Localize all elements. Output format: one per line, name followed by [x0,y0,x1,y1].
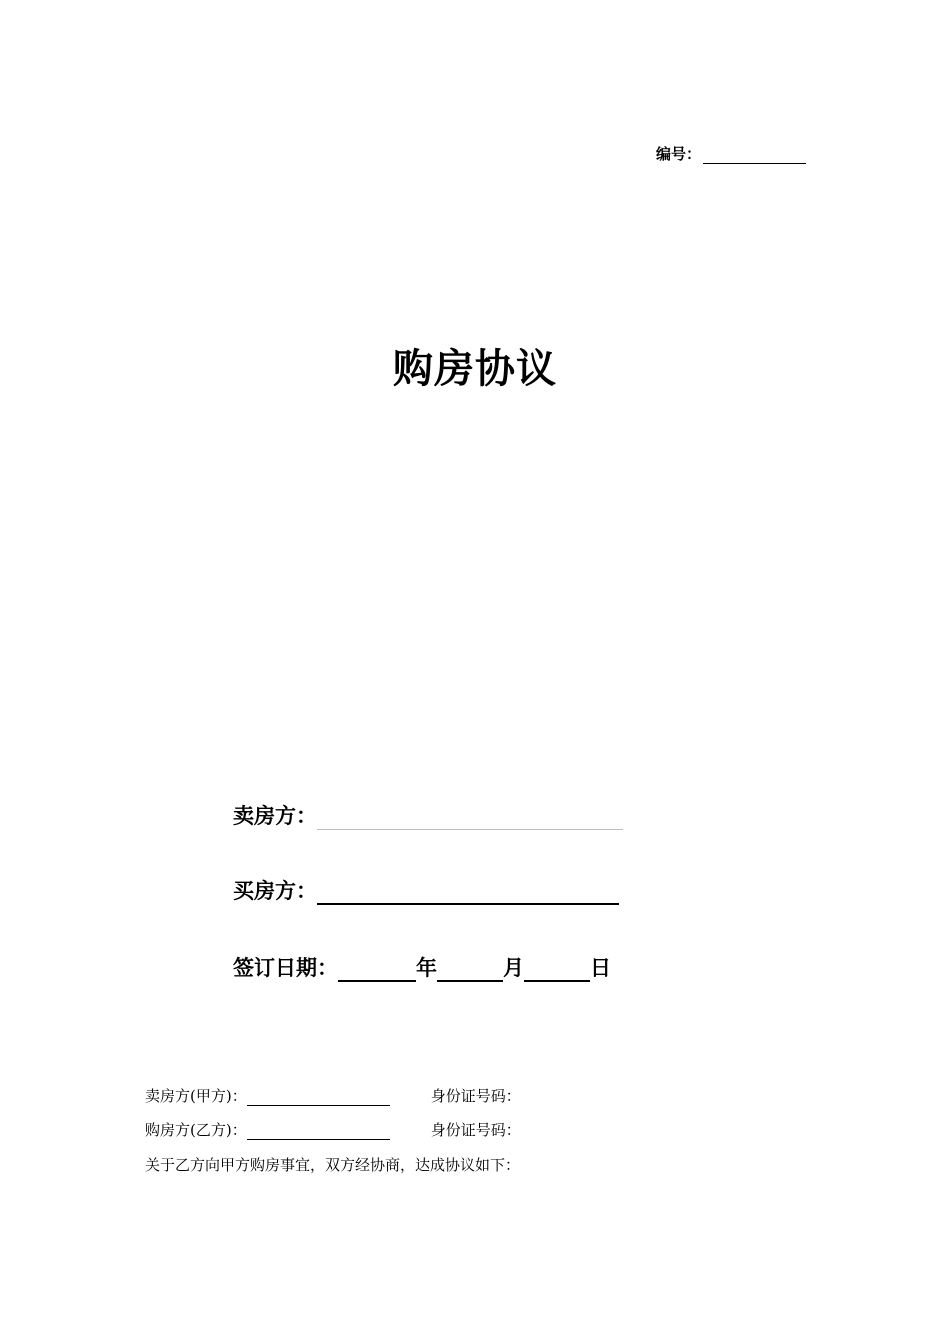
cover-buyer-label: 买房方： [233,879,317,903]
year-label: 年 [416,956,437,980]
day-label: 日 [590,956,611,980]
day-blank[interactable] [524,960,590,982]
party-a-name-blank[interactable] [247,1090,390,1106]
month-blank[interactable] [437,960,503,982]
document-title: 购房协议 [393,346,557,392]
party-b-name-blank[interactable] [247,1124,390,1140]
party-b-id-label: 身份证号码： [430,1121,521,1139]
month-label: 月 [503,956,524,980]
serial-number-field [656,143,806,164]
cover-buyer-blank[interactable] [317,883,619,905]
party-a-row [145,1085,521,1106]
signing-date-field [233,952,611,982]
cover-seller-label: 卖房方： [233,804,317,828]
serial-number-label: 编号： [656,145,702,163]
serial-number-blank[interactable] [703,147,806,164]
year-blank[interactable] [338,960,416,982]
party-a-label: 卖房方(甲方)： [145,1087,247,1105]
cover-buyer-field [233,875,619,905]
cover-seller-field [233,800,623,830]
signing-date-label: 签订日期： [233,956,338,980]
cover-seller-blank[interactable] [317,809,623,830]
party-b-row [145,1119,521,1140]
party-a-id-label: 身份证号码： [430,1087,521,1105]
agreement-intro: 关于乙方向甲方购房事宜，双方经协商，达成协议如下： [145,1156,521,1174]
party-b-label: 购房方(乙方)： [145,1121,247,1139]
